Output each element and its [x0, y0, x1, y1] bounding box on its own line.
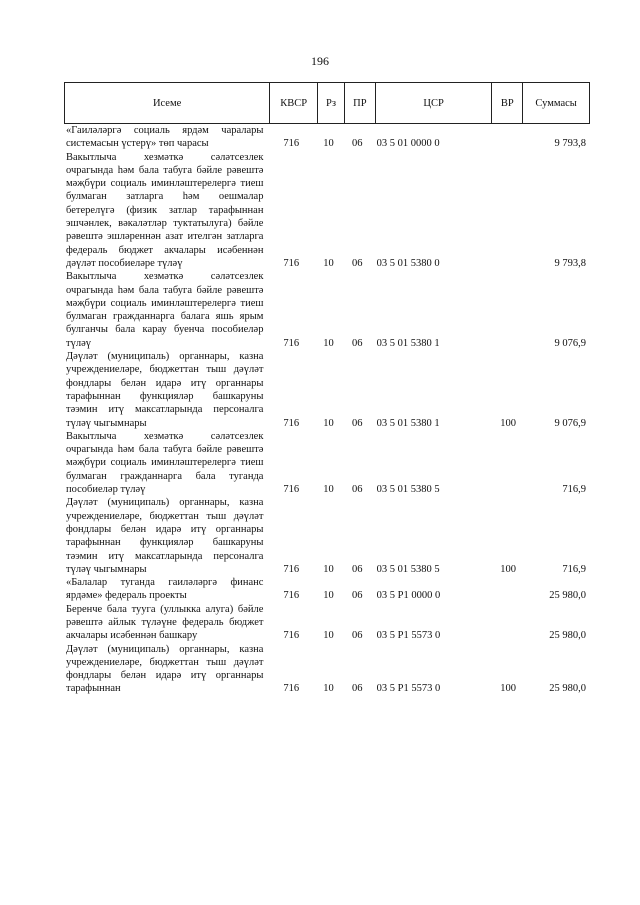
table-row: [64, 124, 590, 151]
row-pr: 06: [352, 337, 363, 349]
header-name: Исеме: [152, 97, 182, 109]
row-pr: 06: [352, 257, 363, 269]
row-pr: 06: [352, 630, 363, 642]
row-sum: 25 980,0: [549, 630, 587, 642]
row-rz: 10: [323, 630, 334, 642]
row-sum: 716,9: [562, 484, 587, 496]
row-pr: 06: [352, 563, 363, 575]
row-csr: 03 5 01 5380 0: [376, 257, 440, 269]
table-row: [64, 643, 590, 696]
row-rz: 10: [323, 257, 334, 269]
row-kvsr: 716: [283, 337, 300, 349]
row-kvsr: 716: [283, 683, 300, 695]
row-name: «Гаиләләргә социаль ярдәм чаралары системасын үстерү» төп чарасы: [66, 125, 264, 150]
header-csr: ЦСР: [375, 83, 492, 123]
row-name: Вакытлыча хезмәткә сәләтсезлек очрагында һәм бала табуга бәйле рәвештә мәҗбүри социаль иминләштерелергә тиеш булмаган гражданнарга балага яшь ярым булганчы бала карау буенча пособиеләр түләү: [66, 271, 264, 349]
row-rz: 10: [323, 484, 334, 496]
table-row: [64, 603, 590, 643]
row-vr: 100: [500, 683, 516, 695]
row-kvsr: 716: [283, 563, 300, 575]
row-rz: 10: [323, 337, 334, 349]
row-kvsr: 716: [283, 417, 300, 429]
row-rz: 10: [323, 563, 334, 575]
row-name: «Балалар туганда гаиләләргә финанс ярдәме» федераль проекты: [66, 577, 264, 602]
row-pr: 06: [352, 417, 363, 429]
table-row: [64, 350, 590, 430]
row-rz: 10: [323, 683, 334, 695]
row-rz: 10: [323, 138, 334, 150]
row-csr: 03 5 Р1 5573 0: [376, 630, 441, 642]
header-sum: Суммасы: [522, 83, 589, 123]
row-csr: 03 5 01 5380 5: [376, 563, 440, 575]
table-row: [64, 270, 590, 350]
row-csr: 03 5 Р1 0000 0: [376, 590, 441, 602]
row-csr: 03 5 01 0000 0: [376, 138, 440, 150]
row-pr: 06: [352, 683, 363, 695]
table-header: [64, 82, 590, 124]
row-name: Дәүләт (муниципаль) органнары, казна учреждениеләре, бюджеттан тыш дәүләт фондлары белән идарә итү органнары тарафыннан функцияләр башкаруны тәэмин итү максатларында персоналга түләү чыгымнары: [66, 497, 264, 575]
row-sum: 25 980,0: [549, 590, 587, 602]
row-rz: 10: [323, 417, 334, 429]
table-body: [64, 124, 590, 696]
row-sum: 716,9: [562, 563, 587, 575]
table-row: [64, 496, 590, 576]
row-csr: 03 5 01 5380 1: [376, 417, 440, 429]
row-csr: 03 5 01 5380 5: [376, 484, 440, 496]
row-pr: 06: [352, 484, 363, 496]
row-sum: 9 076,9: [554, 417, 587, 429]
row-kvsr: 716: [283, 630, 300, 642]
table-row: [64, 151, 590, 271]
row-pr: 06: [352, 590, 363, 602]
row-name: Беренче бала тууга (уллыкка алуга) бәйле рәвештә айлык түләүне федераль бюджет акчалары исәбеннән башкару: [66, 603, 264, 642]
row-sum: 9 076,9: [554, 337, 587, 349]
row-sum: 9 793,8: [554, 138, 587, 150]
row-kvsr: 716: [283, 257, 300, 269]
table-row: [64, 576, 590, 603]
header-kvsr: КВСР: [269, 83, 317, 123]
page-number: 196: [311, 54, 329, 68]
header-rz: Рз: [317, 83, 344, 123]
row-name: Дәүләт (муниципаль) органнары, казна учреждениеләре, бюджеттан тыш дәүләт фондлары белән идарә итү органнары тарафыннан функцияләр башкаруны тәэмин итү максатларында персоналга түләү чыгымнары: [66, 351, 264, 429]
row-vr: 100: [500, 417, 516, 429]
row-pr: 06: [352, 138, 363, 150]
table-row: [64, 430, 590, 496]
budget-table: [64, 82, 590, 696]
row-kvsr: 716: [283, 484, 300, 496]
row-vr: 100: [500, 563, 516, 575]
row-rz: 10: [323, 590, 334, 602]
header-vr: ВР: [491, 83, 522, 123]
row-sum: 25 980,0: [549, 683, 587, 695]
header-pr: ПР: [344, 83, 375, 123]
row-csr: 03 5 Р1 5573 0: [376, 683, 441, 695]
row-kvsr: 716: [283, 590, 300, 602]
row-name: Вакытлыча хезмәткә сәләтсезлек очрагында һәм бала табуга бәйле рәвештә мәҗбүри социаль иминләштерелергә тиеш булмаган гражданнарга бала туганда пособиеләр түләү: [66, 430, 264, 496]
row-name: Дәүләт (муниципаль) органнары, казна учреждениеләре, бюджеттан тыш дәүләт фондлары белән идарә итү органнары тарафыннан: [66, 643, 264, 695]
row-sum: 9 793,8: [554, 257, 587, 269]
row-csr: 03 5 01 5380 1: [376, 337, 440, 349]
row-name: Вакытлыча хезмәткә сәләтсезлек очрагында һәм бала табуга бәйле рәвештә мәҗбүри социаль иминләштерелергә тиеш булмаган затларга һәм оешмалар бетерелүгә (физик затлар тарафыннан эшчәнлек, вәкаләтләр туктатылуга) бәйле рәвештә эшләреннән азат ителгән затларга федераль бюджет акчалары исәбеннән дәүләт пособиеләре түләү: [66, 151, 264, 269]
row-kvsr: 716: [283, 138, 300, 150]
